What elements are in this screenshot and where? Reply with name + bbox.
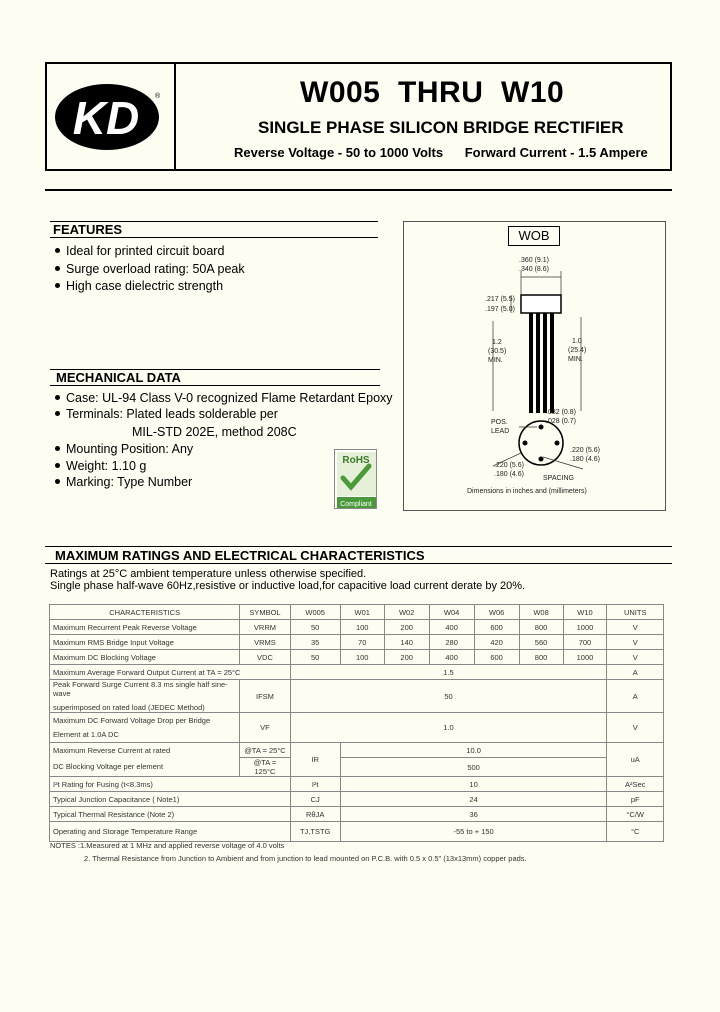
svg-text:®: ® (155, 93, 161, 100)
features-underline (50, 237, 378, 238)
table-row: Maximum Average Forward Output Current at TA = 25°C 1.5 A (50, 665, 664, 680)
table-row: Typical Thermal Resistance (Note 2) RθJA 36 °C/W (50, 807, 664, 822)
table-row: Maximum Recurrent Peak Reverse Voltage VRRM 50 100 200 400 600 800 1000 V (50, 620, 664, 635)
dim-label: .028 (0.7) (546, 418, 576, 425)
dim-label: .180 (4.6) (494, 471, 524, 478)
svg-text:RoHS: RoHS (342, 455, 370, 466)
mech-weight: Weight: 1.10 g (55, 459, 146, 473)
dim-label: SPACING (543, 475, 574, 482)
table-header-row (50, 605, 664, 620)
feature-item: Surge overload rating: 50A peak (55, 262, 245, 276)
table-header: SYMBOL (240, 605, 290, 620)
table-row: Maximum Reverse Current at rated @TA = 25°C IR 10.0 uA (50, 743, 664, 758)
divider (45, 189, 672, 191)
package-label: WOB (508, 226, 560, 246)
feature-item: High case dielectric strength (55, 279, 223, 293)
dim-label: .360 (9.1) (519, 257, 549, 264)
dim-label: (25.4) (568, 347, 587, 354)
spec-table (49, 604, 664, 842)
dim-label: MIN. (568, 356, 583, 363)
table-row: DC Blocking Voltage per element @TA = 125°C 500 (50, 758, 664, 777)
subtitle: SINGLE PHASE SILICON BRIDGE RECTIFIER (258, 118, 624, 137)
mech-mounting: Mounting Position: Any (55, 442, 193, 456)
dim-label: .032 (0.8) (546, 409, 576, 416)
features-heading: FEATURES (53, 222, 123, 237)
svg-text:KD: KD (72, 92, 140, 144)
page-title: W005 THRU W10 (300, 76, 565, 109)
table-row: I²t Rating for Fusing (t<8.3ms) I²t 10 A²Sec (50, 777, 664, 792)
mech-terminals-cont: MIL-STD 202E, method 208C (132, 425, 297, 439)
table-row: Peak Forward Surge Current 8.3 ms single half sine-wave superimposed on rated load (JEDEC Method) IFSM 50 A (50, 680, 664, 713)
dim-label: .220 (5.6) (570, 447, 600, 454)
table-header: W08 (519, 605, 563, 620)
dim-label: 1.0 (572, 338, 582, 345)
table-row: Maximum DC Forward Voltage Drop per Bridge Element at 1.0A DC VF 1.0 V (50, 713, 664, 743)
dim-label: .220 (5.6) (494, 462, 524, 469)
dim-label: .180 (4.6) (570, 456, 600, 463)
mech-marking: Marking: Type Number (55, 475, 192, 489)
dim-label: LEAD (491, 428, 510, 435)
table-header: W005 (290, 605, 340, 620)
spec-line: Reverse Voltage - 50 to 1000 Volts Forward Current - 1.5 Ampere (234, 145, 648, 160)
dim-label: MIN. (488, 357, 503, 364)
ratings-underline (45, 563, 672, 564)
dim-label: .340 (8.6) (519, 266, 549, 273)
table-header: W02 (384, 605, 429, 620)
table-row: Maximum RMS Bridge Input Voltage VRMS 35 70 140 280 420 560 700 V (50, 635, 664, 650)
package-outline (403, 221, 666, 511)
mechanical-heading: MECHANICAL DATA (56, 370, 181, 385)
feature-item: Ideal for printed circuit board (55, 244, 224, 258)
table-header: W01 (340, 605, 384, 620)
mechanical-top-line (50, 369, 380, 370)
mechanical-underline (50, 385, 380, 386)
table-header: W04 (429, 605, 474, 620)
table-header: W10 (563, 605, 607, 620)
dim-label: POS. (491, 419, 508, 426)
dim-label: (30.5) (488, 348, 507, 355)
ratings-note: Ratings at 25°C ambient temperature unless otherwise specified. Single phase half-wave 60Hz,resistive or inductive load,for capacitive load current derate by 20%. (50, 568, 526, 592)
table-row: Operating and Storage Temperature Range TJ,TSTG -55 to + 150 °C (50, 822, 664, 842)
dim-label: .197 (5.0) (485, 306, 515, 313)
dim-label: .217 (5.5) (485, 296, 515, 303)
ratings-top-line (45, 546, 672, 547)
package-caption: Dimensions in inches and (millimeters) (467, 488, 587, 495)
vf-label: Maximum DC Forward Voltage Drop per Bridge Element at 1.0A DC (50, 713, 240, 743)
rohs-check-icon (335, 450, 378, 510)
mech-terminals: Terminals: Plated leads solderable per (55, 407, 278, 421)
svg-text:Compliant: Compliant (340, 501, 372, 508)
dim-label: 1.2 (492, 339, 502, 346)
table-row: Maximum DC Blocking Voltage VDC 50 100 200 400 600 800 1000 V (50, 650, 664, 665)
mech-case: Case: UL-94 Class V-0 recognized Flame Retardant Epoxy (55, 391, 393, 405)
table-header: W06 (474, 605, 519, 620)
table-header: UNITS (607, 605, 664, 620)
ratings-heading: MAXIMUM RATINGS AND ELECTRICAL CHARACTERISTICS (55, 548, 425, 563)
logo-cell (47, 64, 176, 169)
rohs-badge (334, 449, 377, 509)
table-header: CHARACTERISTICS (50, 605, 240, 620)
kd-logo (47, 64, 176, 169)
surge-label: Peak Forward Surge Current 8.3 ms single half sine-wave superimposed on rated load (JEDEC Method) (50, 680, 240, 713)
table-row: Typical Junction Capacitance ( Note1) CJ 24 pF (50, 792, 664, 807)
notes: NOTES :1.Measured at 1 MHz and applied reverse voltage of 4.0 volts 2. Thermal Resistance from Junction to Ambient and from junction to lead mounted on P.C.B. with 0.5 x 0.5" (13x13mm) copper pads. (50, 841, 527, 863)
features-top-line (50, 221, 378, 222)
